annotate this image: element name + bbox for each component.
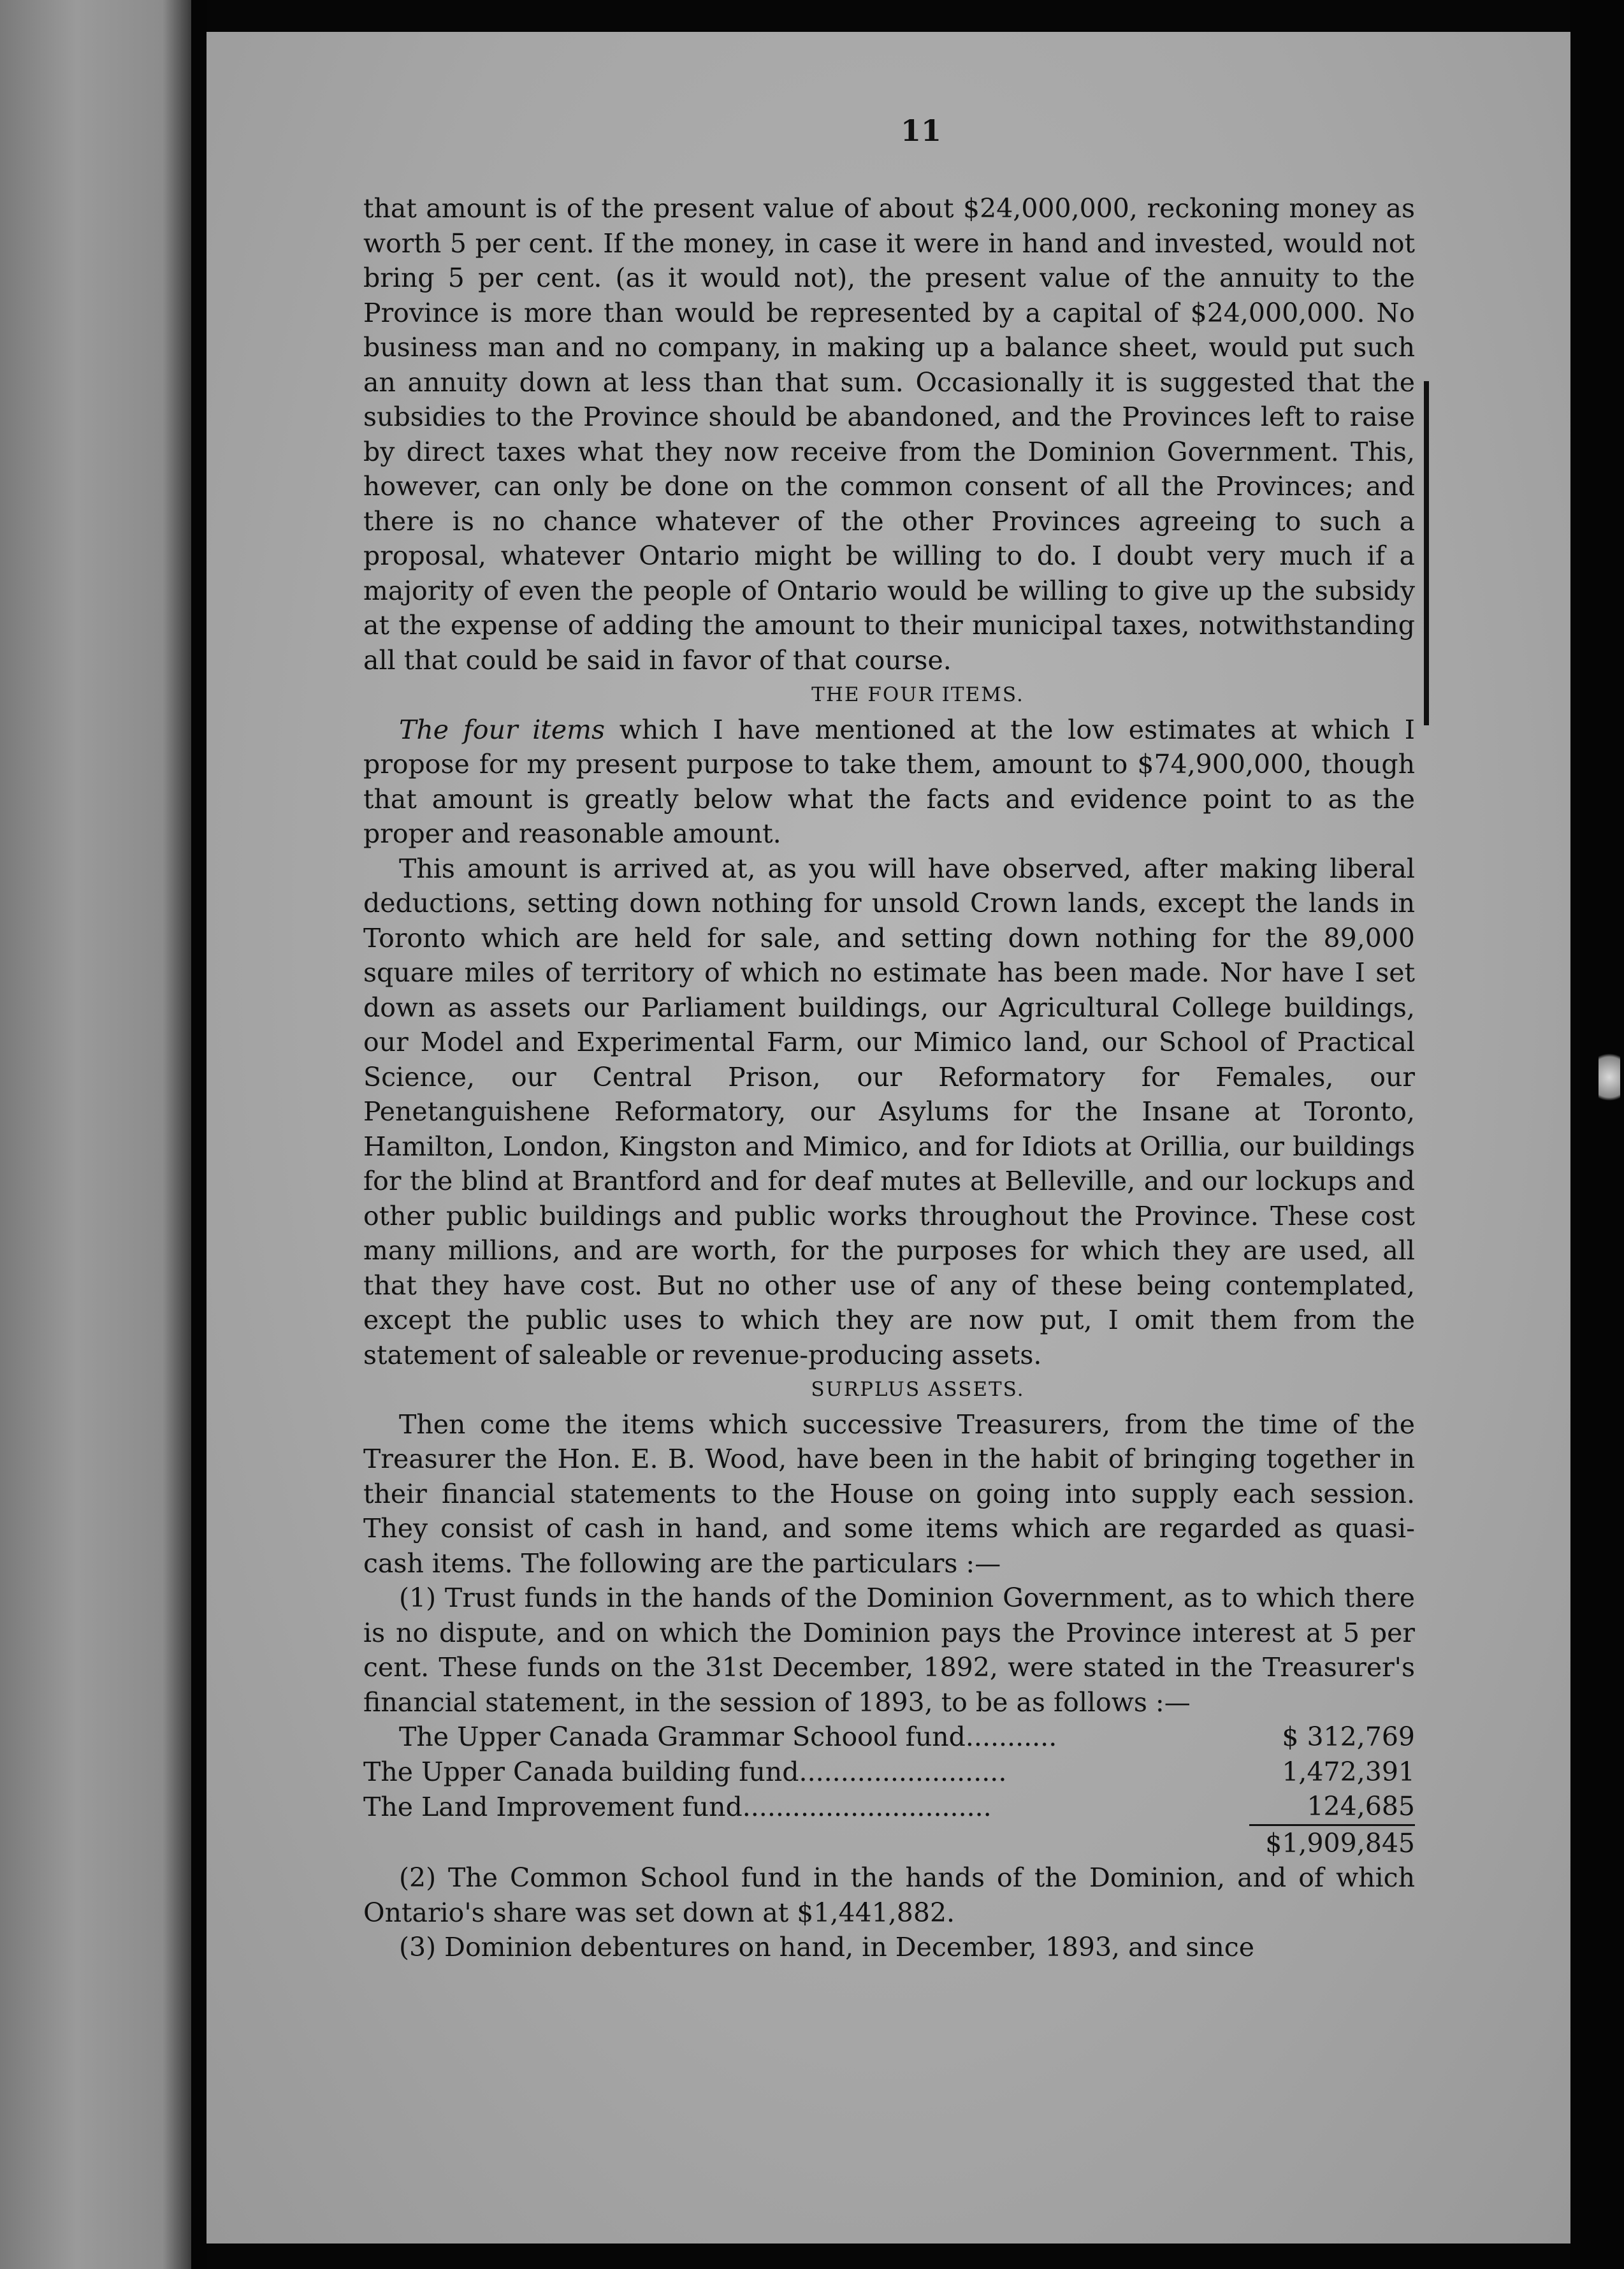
book-gutter [191, 0, 207, 2269]
paragraph-treasurers: Then come the items which successive Treasurers, from the time of the Treasurer the Hon. E. B. Wood, have been in the habit of bringing together in their financial statements to the House on going into supply each session. They consist of cash in hand, and some items which are regarded as quasi-cash items. The following are the particulars :— [363, 1409, 1415, 1579]
table-row [363, 1789, 1415, 1825]
table-row [363, 1720, 1415, 1755]
fund-name: The Upper Canada building fund [363, 1756, 799, 1787]
trust-funds-table [363, 1720, 1415, 1860]
section-heading-four-items: THE FOUR ITEMS. [811, 683, 1024, 706]
scan-border [1570, 0, 1624, 2269]
fund-amount: 1,472,391 [1282, 1756, 1415, 1787]
paragraph-common-school-fund: (2) The Common School fund in the hands of the Dominion, and of which Ontario's share was set down at $1,441,882. [363, 1862, 1415, 1928]
dot-leader: ........... [965, 1722, 1057, 1752]
facing-page-edge [0, 0, 191, 2269]
margin-marker-line [1424, 381, 1429, 725]
table-total-row [363, 1825, 1415, 1860]
fund-amount: $ 312,769 [1282, 1722, 1415, 1752]
paragraph-text: which I have mentioned at the low estimates at which I propose for my present purpose to take them, amount to $74,900,000, though that amount is greatly below what the facts and evidence point to as the proper and reasonable amount. [363, 714, 1415, 849]
table-row [363, 1755, 1415, 1790]
section-heading-surplus-assets: SURPLUS ASSETS. [811, 1378, 1025, 1401]
paragraph-debentures: (3) Dominion debentures on hand, in December, 1893, and since [399, 1932, 1255, 1962]
paragraph-four-items [363, 713, 1415, 852]
paragraph-annuity: that amount is of the present value of about $24,000,000, reckoning money as worth 5 per cent. If the money, in case it were in hand and invested, would not bring 5 per cent. (as it would not), the present value of the annuity to the Province is more than would be represented by a capital of $24,000,000. No business man and no company, in making up a balance sheet, would put such an annuity down at less than that sum. Occasionally it is suggested that the subsidies to the Province should be abandoned, and the Provinces left to raise by direct taxes what they now receive from the Dominion Government. This, however, can only be done on the common consent of all the Provinces; and there is no chance whatever of the other Provinces agreeing to such a proposal, whatever Ontario might be willing to do. I doubt very much if a majority of even the people of Ontario would be willing to give up the subsidy at the expense of adding the amount to their municipal taxes, notwithstanding all that could be said in favor of that course. [363, 193, 1415, 676]
emphasis-text: The four items [399, 714, 605, 745]
fund-name: The Land Improvement fund [363, 1791, 743, 1822]
fund-amount: 124,685 [1307, 1791, 1415, 1822]
paper-blemish [1599, 1045, 1620, 1109]
funds-total: $1,909,845 [1249, 1825, 1415, 1860]
dot-leader: .............................. [742, 1791, 992, 1822]
dot-leader: ......................... [799, 1756, 1007, 1787]
paragraph-deductions: This amount is arrived at, as you will have observed, after making liberal deductions, setting down nothing for unsold Crown lands, except the lands in Toronto which are held for sale, and setting down nothing for the 89,000 square miles of territory of which no estimate has been made. Nor have I set down as assets our Parliament buildings, our Agricultural College buildings, our Model and Experimental Farm, our Mimico land, our School of Practical Science, our Central Prison, our Reformatory for Females, our Penetanguishene Reformatory, our Asylums for the Insane at Toronto, Hamilton, London, Kingston and Mimico, and for Idiots at Orillia, our buildings for the blind at Brantford and for deaf mutes at Belleville, and our lockups and other public buildings and public works throughout the Province. These cost many millions, and are worth, for the purposes for which they are used, all that they have cost. But no other use of any of these being contemplated, except the public uses to which they are now put, I omit them from the statement of saleable or revenue-producing assets. [363, 853, 1415, 1370]
fund-name: The Upper Canada Grammar Schoool fund [399, 1722, 966, 1752]
page-number: 11 [900, 113, 941, 148]
page-content [363, 102, 1415, 1965]
paragraph-trust-funds: (1) Trust funds in the hands of the Dominion Government, as to which there is no dispute, and on which the Dominion pays the Province interest at 5 per cent. These funds on the 31st December, 1892, were stated in the Treasurer's financial statement, in the session of 1893, to be as follows :— [363, 1583, 1415, 1718]
